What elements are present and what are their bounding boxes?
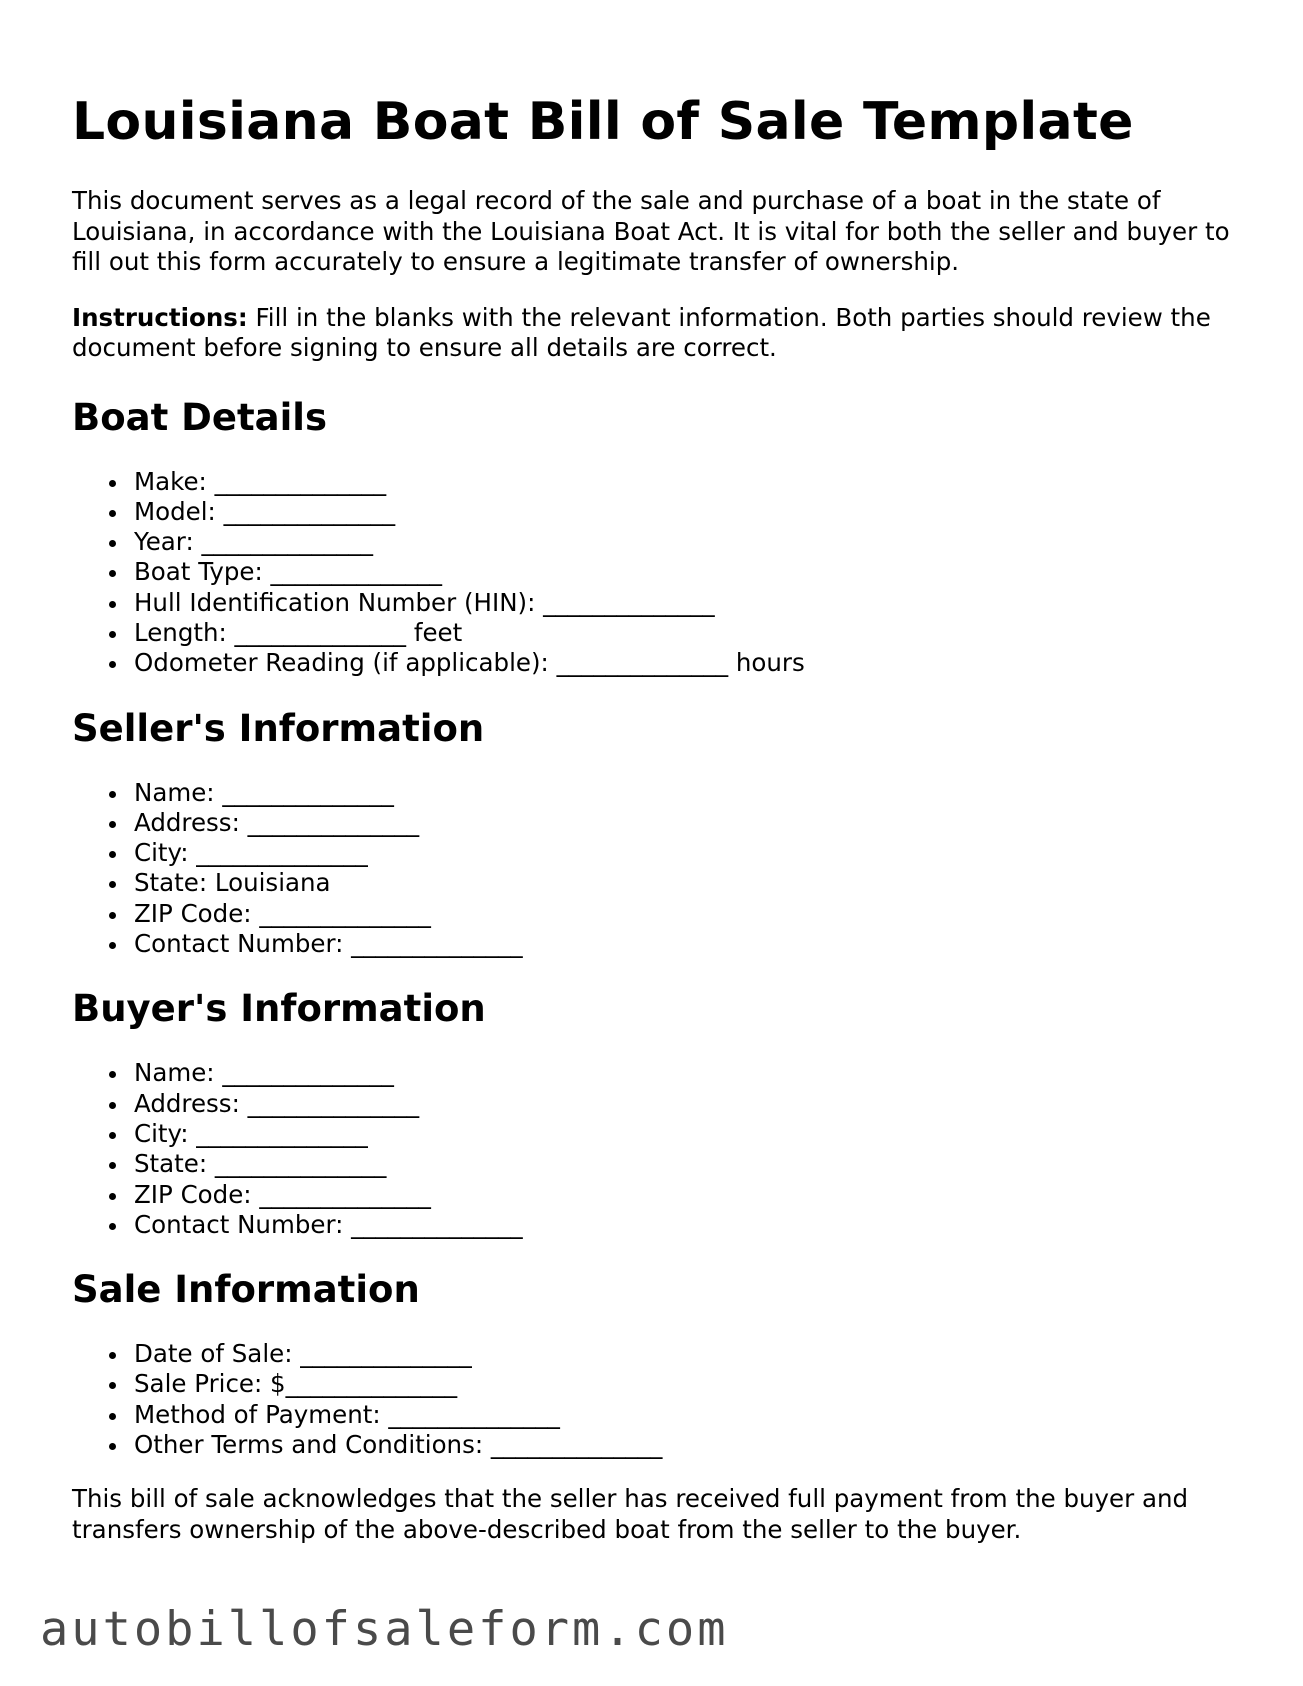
list-item: Address: ______________ <box>134 808 1232 838</box>
buyer-info-list <box>72 1058 1232 1240</box>
list-item: Other Terms and Conditions: ______________ <box>134 1430 1232 1460</box>
list-item: City: ______________ <box>134 1119 1232 1149</box>
boat-details-list <box>72 467 1232 679</box>
sale-info-list <box>72 1339 1232 1460</box>
list-item: State: ______________ <box>134 1149 1232 1179</box>
list-item: City: ______________ <box>134 838 1232 868</box>
list-item: Boat Type: ______________ <box>134 557 1232 587</box>
list-item: Year: ______________ <box>134 527 1232 557</box>
list-item: Method of Payment: ______________ <box>134 1400 1232 1430</box>
instructions-label: Instructions: <box>72 302 248 332</box>
list-item: ZIP Code: ______________ <box>134 899 1232 929</box>
list-item: Name: ______________ <box>134 1058 1232 1088</box>
list-item: State: Louisiana <box>134 868 1232 898</box>
list-item: Odometer Reading (if applicable): ______________ hours <box>134 648 1232 678</box>
buyer-info-heading: Buyer's Information <box>72 987 486 1031</box>
list-item: Sale Price: $______________ <box>134 1369 1232 1399</box>
seller-info-list <box>72 778 1232 960</box>
list-item: Model: ______________ <box>134 497 1232 527</box>
list-item: Contact Number: ______________ <box>134 929 1232 959</box>
watermark-text: autobillofsaleform.com <box>40 1602 729 1657</box>
list-item: Length: ______________ feet <box>134 618 1232 648</box>
document-page <box>72 0 1232 1545</box>
sale-info-heading: Sale Information <box>72 1268 420 1312</box>
page-title: Louisiana Boat Bill of Sale Template <box>72 92 1134 152</box>
list-item: Make: ______________ <box>134 467 1232 497</box>
boat-details-heading: Boat Details <box>72 395 328 439</box>
list-item: Name: ______________ <box>134 778 1232 808</box>
instructions-text: Fill in the blanks with the relevant information. Both parties should review the document before signing to ensure all details are correct. <box>72 302 1211 362</box>
list-item: Date of Sale: ______________ <box>134 1339 1232 1369</box>
list-item: ZIP Code: ______________ <box>134 1180 1232 1210</box>
list-item: Address: ______________ <box>134 1089 1232 1119</box>
list-item: Contact Number: ______________ <box>134 1210 1232 1240</box>
instructions-paragraph <box>72 303 1232 364</box>
closing-paragraph: This bill of sale acknowledges that the seller has received full payment from the buyer and transfers ownership of the above-described boat from the seller to the buyer. <box>72 1484 1189 1544</box>
seller-info-heading: Seller's Information <box>72 706 485 750</box>
list-item: Hull Identification Number (HIN): ______________ <box>134 588 1232 618</box>
intro-paragraph: This document serves as a legal record of the sale and purchase of a boat in the state of Louisiana, in accordance with the Louisiana Boat Act. It is vital for both the seller and buyer to fill out this form accurately to ensure a legitimate transfer of ownership. <box>72 186 1230 276</box>
